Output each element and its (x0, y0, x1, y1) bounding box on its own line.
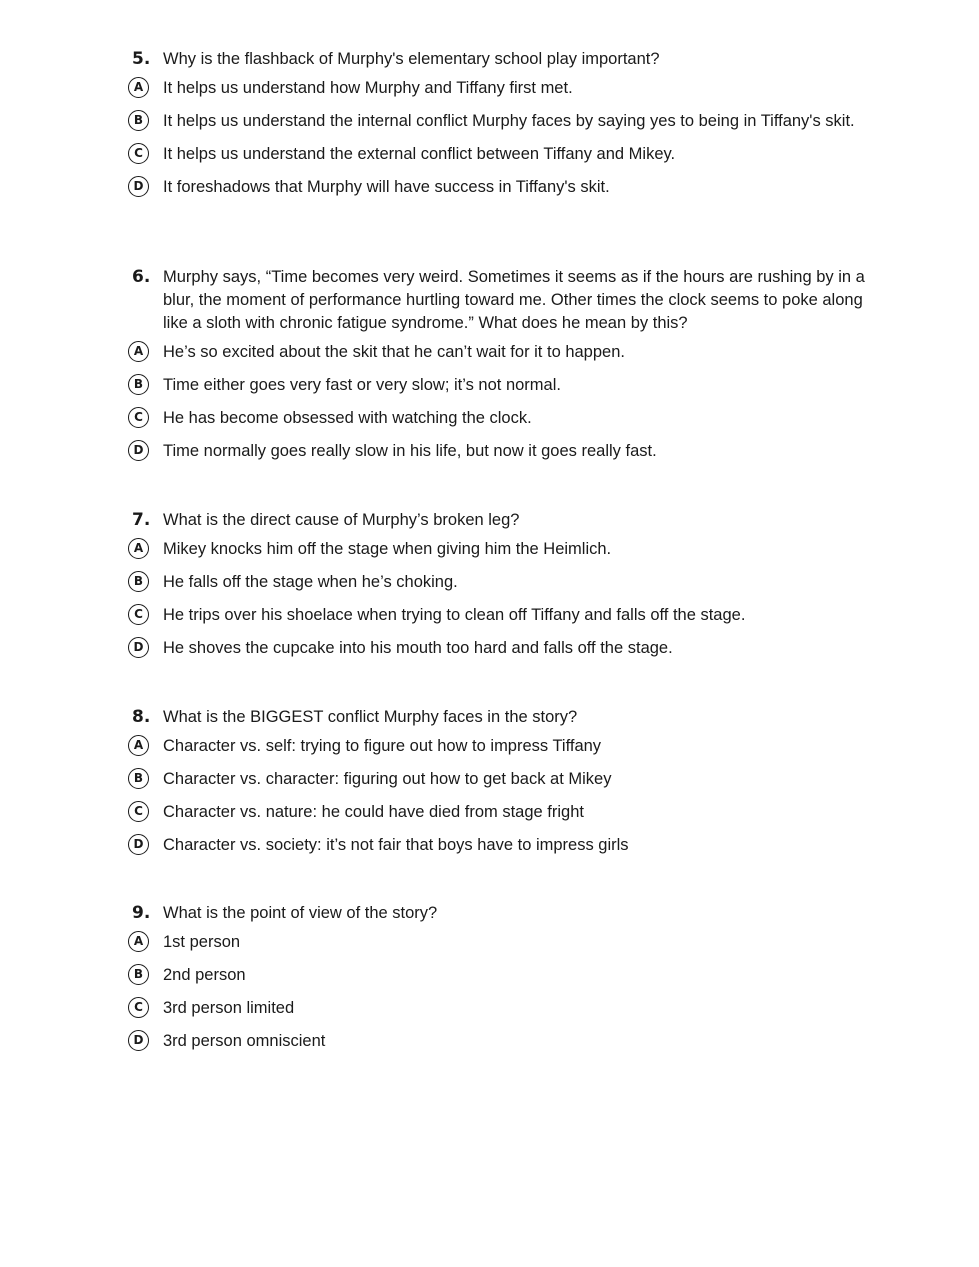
question-prompt (128, 706, 878, 729)
choice-c[interactable] (128, 604, 878, 627)
question-text: Murphy says, “Time becomes very weird. Sometimes it seems as if the hours are rushing by in a blur, the moment of performance hurtling toward me. Other times the clock seems to poke along like a sloth with chronic fatigue syndrome.” What does he mean by this? (163, 268, 865, 332)
choice-b[interactable] (128, 110, 878, 133)
question-5 (128, 48, 878, 209)
question-9 (128, 902, 878, 1063)
choice-text: 3rd person limited (163, 999, 295, 1017)
answer-bubble-d[interactable]: D (128, 440, 149, 461)
choice-a[interactable] (128, 931, 878, 954)
answer-bubble-a[interactable]: A (128, 341, 149, 362)
answer-bubble-d[interactable]: D (128, 176, 149, 197)
question-text: What is the direct cause of Murphy’s broken leg? (163, 511, 520, 529)
choice-text: 2nd person (163, 966, 246, 984)
answer-bubble-d[interactable]: D (128, 834, 149, 855)
question-prompt (128, 48, 878, 71)
question-number: 5. (132, 49, 151, 69)
choice-text: Character vs. self: trying to figure out how to impress Tiffany (163, 737, 602, 755)
choice-text: He shoves the cupcake into his mouth too hard and falls off the stage. (163, 639, 673, 657)
question-number: 9. (132, 903, 151, 923)
question-6 (128, 266, 878, 473)
question-prompt (128, 902, 878, 925)
choice-text: He falls off the stage when he’s choking. (163, 573, 458, 591)
answer-bubble-b[interactable]: B (128, 571, 149, 592)
answer-bubble-c[interactable]: C (128, 143, 149, 164)
choice-d[interactable] (128, 834, 878, 857)
choice-text: Character vs. character: figuring out how to get back at Mikey (163, 770, 612, 788)
choice-c[interactable] (128, 801, 878, 824)
choice-text: It helps us understand how Murphy and Tiffany first met. (163, 79, 573, 97)
choice-b[interactable] (128, 374, 878, 397)
choice-a[interactable] (128, 538, 878, 561)
choice-text: 1st person (163, 933, 241, 951)
choice-d[interactable] (128, 440, 878, 463)
question-number: 7. (132, 510, 151, 530)
choice-text: Character vs. nature: he could have died from stage fright (163, 803, 584, 821)
choice-text: Time either goes very fast or very slow; it’s not normal. (163, 376, 561, 394)
choice-c[interactable] (128, 997, 878, 1020)
choice-text: Mikey knocks him off the stage when giving him the Heimlich. (163, 540, 612, 558)
question-7 (128, 509, 878, 670)
answer-bubble-a[interactable]: A (128, 931, 149, 952)
answer-bubble-b[interactable]: B (128, 964, 149, 985)
choice-c[interactable] (128, 143, 878, 166)
choice-text: 3rd person omniscient (163, 1032, 326, 1050)
question-text: What is the BIGGEST conflict Murphy faces in the story? (163, 708, 578, 726)
answer-bubble-b[interactable]: B (128, 110, 149, 131)
question-text: Why is the flashback of Murphy's elementary school play important? (163, 50, 660, 68)
answer-bubble-c[interactable]: C (128, 407, 149, 428)
choice-text: Time normally goes really slow in his life, but now it goes really fast. (163, 442, 657, 460)
answer-bubble-b[interactable]: B (128, 768, 149, 789)
choice-b[interactable] (128, 571, 878, 594)
answer-bubble-a[interactable]: A (128, 77, 149, 98)
choice-a[interactable] (128, 341, 878, 364)
choice-text: It helps us understand the external conflict between Tiffany and Mikey. (163, 145, 676, 163)
question-8 (128, 706, 878, 867)
answer-bubble-a[interactable]: A (128, 538, 149, 559)
answer-bubble-c[interactable]: C (128, 801, 149, 822)
answer-bubble-b[interactable]: B (128, 374, 149, 395)
choice-d[interactable] (128, 637, 878, 660)
choice-d[interactable] (128, 1030, 878, 1053)
choice-a[interactable] (128, 77, 878, 100)
answer-bubble-d[interactable]: D (128, 1030, 149, 1051)
answer-bubble-c[interactable]: C (128, 997, 149, 1018)
choice-text: It foreshadows that Murphy will have success in Tiffany's skit. (163, 178, 610, 196)
question-prompt (128, 266, 878, 335)
choice-b[interactable] (128, 964, 878, 987)
question-number: 6. (132, 267, 151, 287)
answer-bubble-a[interactable]: A (128, 735, 149, 756)
choice-b[interactable] (128, 768, 878, 791)
question-text: What is the point of view of the story? (163, 904, 438, 922)
question-number: 8. (132, 707, 151, 727)
answer-bubble-c[interactable]: C (128, 604, 149, 625)
choice-a[interactable] (128, 735, 878, 758)
answer-bubble-d[interactable]: D (128, 637, 149, 658)
choice-text: Character vs. society: it’s not fair that boys have to impress girls (163, 836, 629, 854)
choice-text: It helps us understand the internal conflict Murphy faces by saying yes to being in Tiffany's skit. (163, 112, 855, 130)
choice-c[interactable] (128, 407, 878, 430)
choice-text: He’s so excited about the skit that he can’t wait for it to happen. (163, 343, 625, 361)
question-prompt (128, 509, 878, 532)
choice-text: He trips over his shoelace when trying to clean off Tiffany and falls off the stage. (163, 606, 746, 624)
choice-d[interactable] (128, 176, 878, 199)
choice-text: He has become obsessed with watching the clock. (163, 409, 532, 427)
